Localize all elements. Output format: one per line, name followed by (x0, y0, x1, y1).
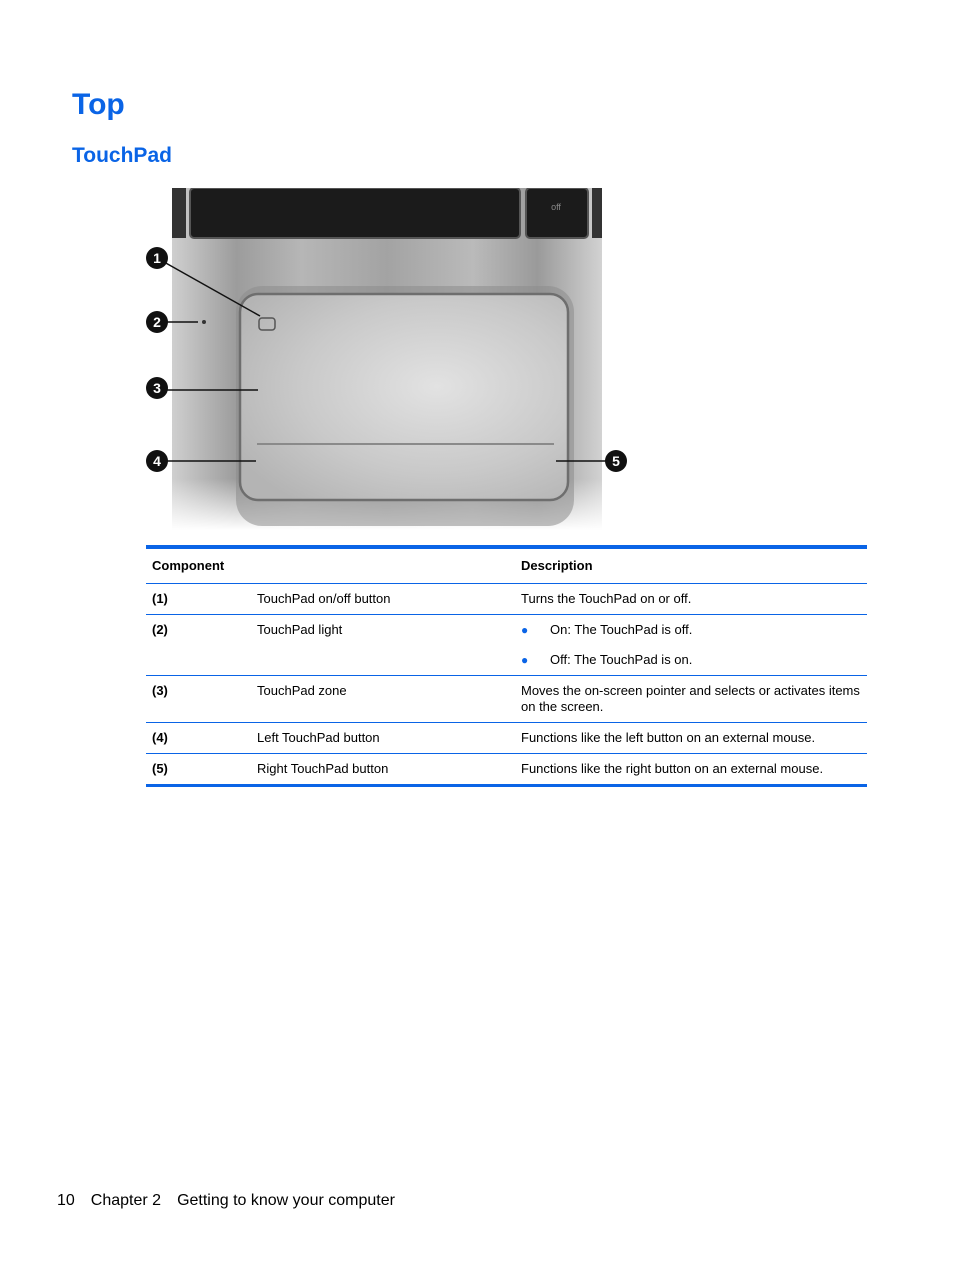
bullet-text: Off: The TouchPad is on. (550, 652, 693, 667)
svg-text:5: 5 (612, 453, 620, 469)
table-row (146, 584, 867, 615)
component-number: (1) (146, 584, 251, 615)
callout-5 (605, 450, 627, 472)
bullet-icon: ● (521, 623, 529, 637)
callout-1 (146, 247, 168, 269)
table-row (146, 615, 867, 676)
component-name: Left TouchPad button (251, 723, 515, 754)
svg-text:4: 4 (153, 453, 161, 469)
component-number: (4) (146, 723, 251, 754)
bullet-icon: ● (521, 653, 529, 667)
key-label: off (551, 202, 561, 212)
component-description: Turns the TouchPad on or off. (515, 584, 867, 615)
chapter-label: Chapter 2 (90, 1192, 162, 1209)
component-table (146, 545, 867, 787)
component-description (515, 615, 867, 676)
callout-3 (146, 377, 168, 399)
callout-2 (146, 311, 168, 333)
component-number: (3) (146, 676, 251, 723)
page-title: Top (72, 88, 125, 121)
chapter-title: Getting to know your computer (177, 1192, 395, 1209)
component-name: TouchPad on/off button (251, 584, 515, 615)
table-row (146, 754, 867, 786)
table-row (146, 723, 867, 754)
component-description: Functions like the left button on an external mouse. (515, 723, 867, 754)
component-name: TouchPad light (251, 615, 515, 676)
component-header: Component (146, 547, 515, 584)
bullet-text: On: The TouchPad is off. (550, 622, 693, 637)
page-number: 10 (57, 1192, 75, 1209)
description-header: Description (515, 547, 867, 584)
table-row (146, 676, 867, 723)
touchpad-light-icon (202, 320, 206, 324)
svg-text:2: 2 (153, 314, 161, 330)
component-description: Moves the on-screen pointer and selects or activates items on the screen. (515, 676, 867, 723)
touchpad-figure (140, 188, 640, 530)
callout-4 (146, 450, 168, 472)
table-header-row (146, 547, 867, 584)
section-title: TouchPad (72, 144, 172, 167)
list-item (521, 622, 861, 638)
list-item (521, 652, 861, 668)
bullet-list (521, 622, 861, 668)
component-number: (2) (146, 615, 251, 676)
page-footer (57, 1192, 411, 1210)
component-name: TouchPad zone (251, 676, 515, 723)
svg-text:3: 3 (153, 380, 161, 396)
component-name: Right TouchPad button (257, 761, 389, 776)
component-number: (5) (152, 761, 168, 776)
component-description: Functions like the right button on an external mouse. (521, 761, 824, 776)
svg-text:1: 1 (153, 250, 161, 266)
